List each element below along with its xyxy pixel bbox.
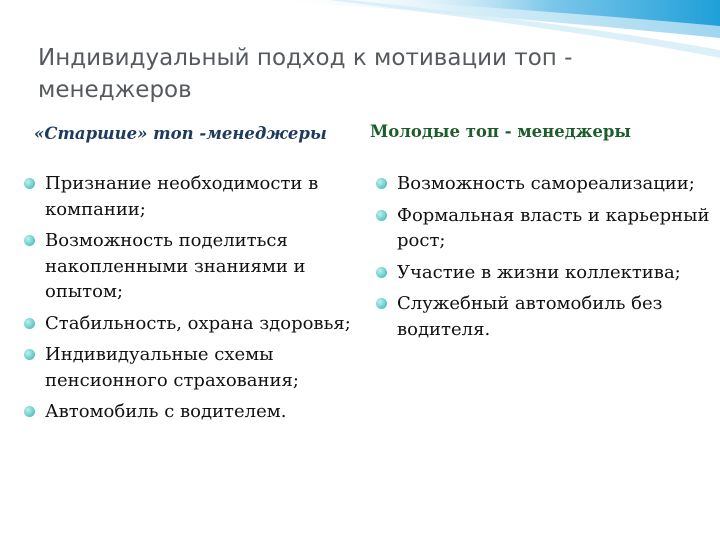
bullet-icon <box>24 178 35 189</box>
bullet-icon <box>376 267 387 278</box>
list-item <box>22 399 357 425</box>
bullet-icon <box>24 318 35 329</box>
list-item-text: Возможность поделиться накопленными знаниями и опытом; <box>45 230 306 302</box>
bullet-icon <box>24 235 35 246</box>
bullet-icon <box>376 298 387 309</box>
bullet-icon <box>376 178 387 189</box>
bullet-icon <box>376 210 387 221</box>
list-item <box>374 171 714 197</box>
list-item <box>374 291 714 342</box>
list-item <box>374 260 714 286</box>
bullet-icon <box>24 406 35 417</box>
right-column-heading: Молодые топ - менеджеры <box>370 122 631 141</box>
left-column-heading: «Старшие» топ -менеджеры <box>34 124 327 143</box>
left-bullet-list <box>22 171 357 431</box>
list-item-text: Формальная власть и карьерный рост; <box>397 204 710 251</box>
list-item <box>22 228 357 305</box>
list-item-text: Признание необходимости в компании; <box>45 173 319 220</box>
list-item <box>22 171 357 222</box>
list-item-text: Участие в жизни коллектива; <box>397 261 681 283</box>
list-item-text: Автомобиль с водителем. <box>45 401 287 422</box>
list-item-text: Индивидуальные схемы пенсионного страхования; <box>45 344 299 391</box>
list-item <box>22 342 357 393</box>
bullet-icon <box>24 349 35 360</box>
list-item-text: Возможность самореализации; <box>397 173 695 194</box>
list-item-text: Служебный автомобиль без водителя. <box>397 293 663 340</box>
list-item-text: Стабильность, охрана здоровья; <box>45 312 351 334</box>
right-bullet-list <box>374 171 714 348</box>
list-item <box>22 311 357 337</box>
slide-title: Индивидуальный подход к мотивации топ - менеджеров <box>38 45 573 103</box>
list-item <box>374 203 714 254</box>
